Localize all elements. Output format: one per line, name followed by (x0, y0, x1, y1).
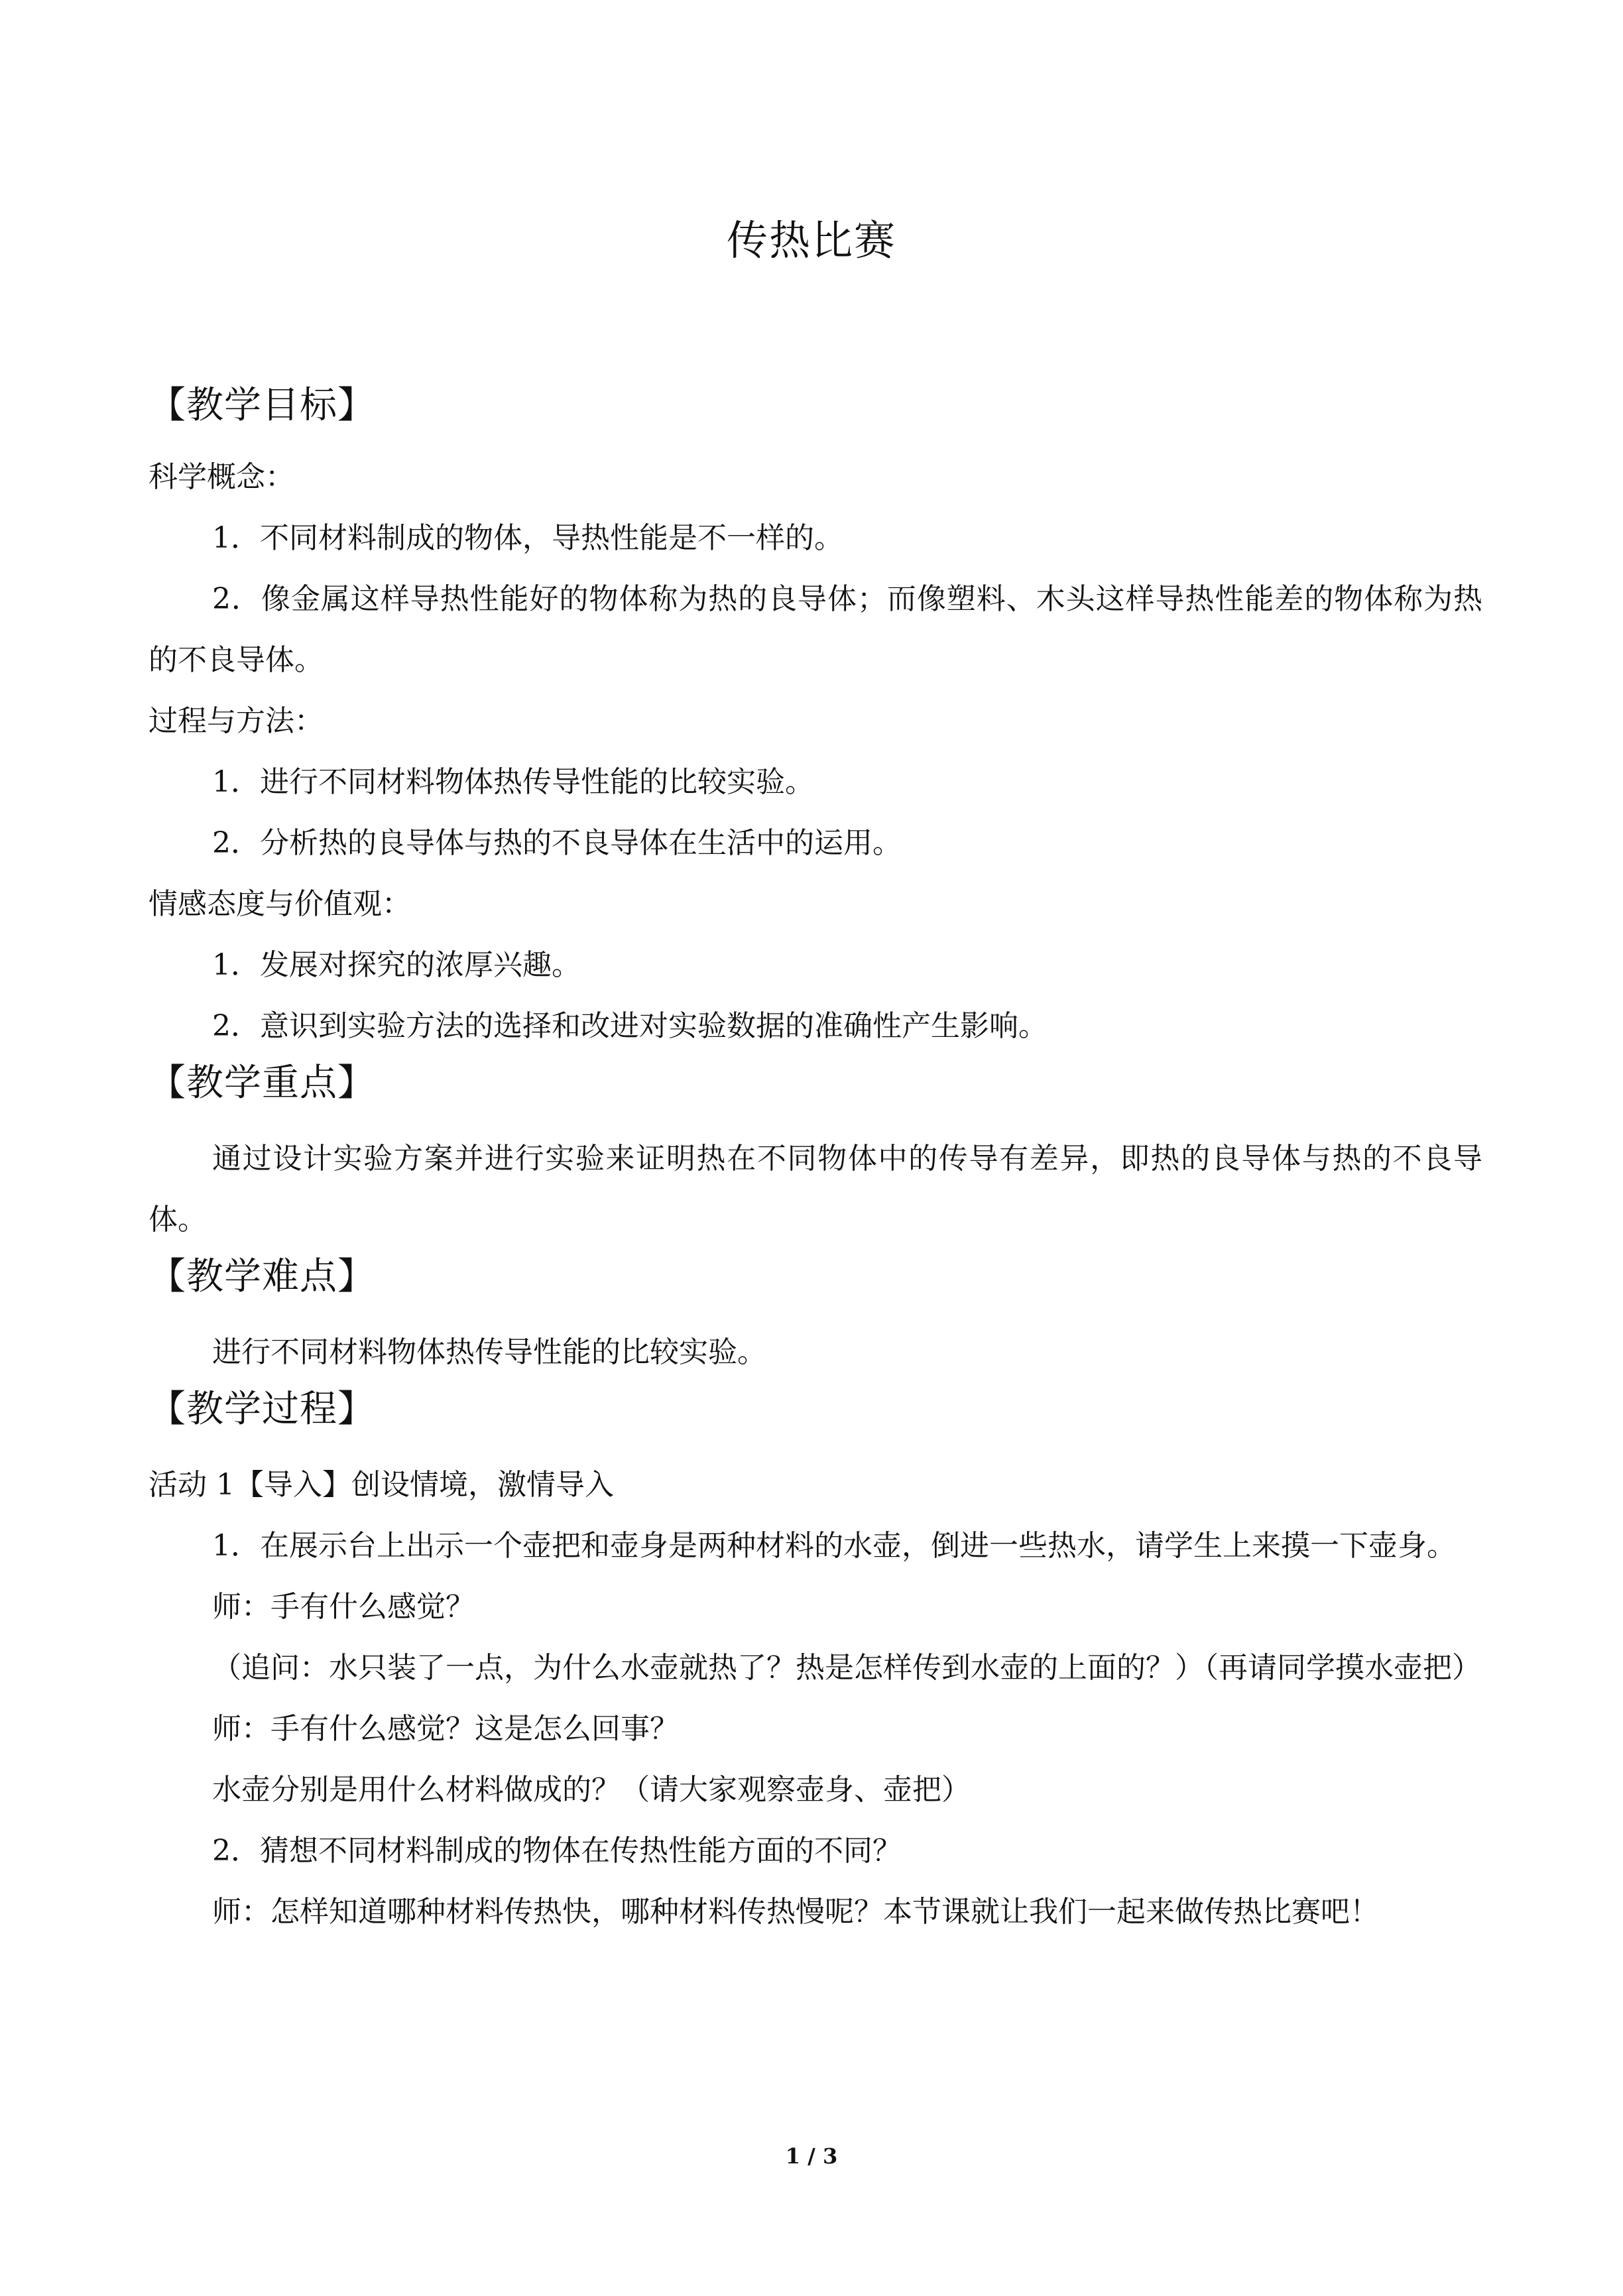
concept-item-2: 2．像金属这样导热性能好的物体称为热的良导体；而像塑料、木头这样导热性能差的物体称为热的不良导体。 (149, 582, 1482, 677)
teacher-question-1: 师：手有什么感觉？ (212, 1590, 475, 1624)
process-step-1: 1．在展示台上出示一个壶把和壶身是两种材料的水壶，倒进一些热水，请学生上来摸一下壶身。 (212, 1529, 1456, 1563)
concept-label: 科学概念： (149, 460, 294, 494)
material-question: 水壶分别是用什么材料做成的？（请大家观察壶身、壶把） (212, 1773, 971, 1807)
document-body (149, 379, 1482, 1943)
section-heading-process: 【教学过程】 (149, 1388, 375, 1431)
teacher-question-2: 师：手有什么感觉？这是怎么回事？ (212, 1712, 679, 1746)
process-method-item-1: 1．进行不同材料物体热传导性能的比较实验。 (212, 765, 814, 799)
section-heading-difficulties: 【教学难点】 (149, 1255, 375, 1298)
activity-1-heading: 活动 1【导入】创设情境，激情导入 (149, 1468, 614, 1502)
concept-item-1: 1．不同材料制成的物体，导热性能是不一样的。 (212, 521, 843, 555)
section-heading-key-points: 【教学重点】 (149, 1061, 375, 1105)
difficulties-text: 进行不同材料物体热传导性能的比较实验。 (212, 1335, 766, 1369)
attitude-item-2: 2．意识到实验方法的选择和改进对实验数据的准确性产生影响。 (212, 1009, 1048, 1043)
page-number: 1 / 3 (785, 2144, 838, 2169)
section-heading-objectives: 【教学目标】 (149, 384, 375, 427)
process-method-item-2: 2．分析热的良导体与热的不良导体在生活中的运用。 (212, 826, 902, 860)
process-step-2: 2．猜想不同材料制成的物体在传热性能方面的不同？ (212, 1834, 902, 1868)
follow-up-question: （追问：水只装了一点，为什么水壶就热了？热是怎样传到水壶的上面的？）（再请同学摸水壶把） (212, 1651, 1481, 1685)
attitude-label: 情感态度与价值观： (149, 887, 411, 921)
process-method-label: 过程与方法： (149, 704, 324, 738)
key-points-text: 通过设计实验方案并进行实验来证明热在不同物体中的传导有差异，即热的良导体与热的不良导体。 (149, 1142, 1482, 1237)
attitude-item-1: 1．发展对探究的浓厚兴趣。 (212, 948, 581, 982)
document-title: 传热比赛 (726, 216, 896, 265)
teacher-question-3: 师：怎样知道哪种材料传热快，哪种材料传热慢呢？本节课就让我们一起来做传热比赛吧！ (212, 1895, 1379, 1929)
